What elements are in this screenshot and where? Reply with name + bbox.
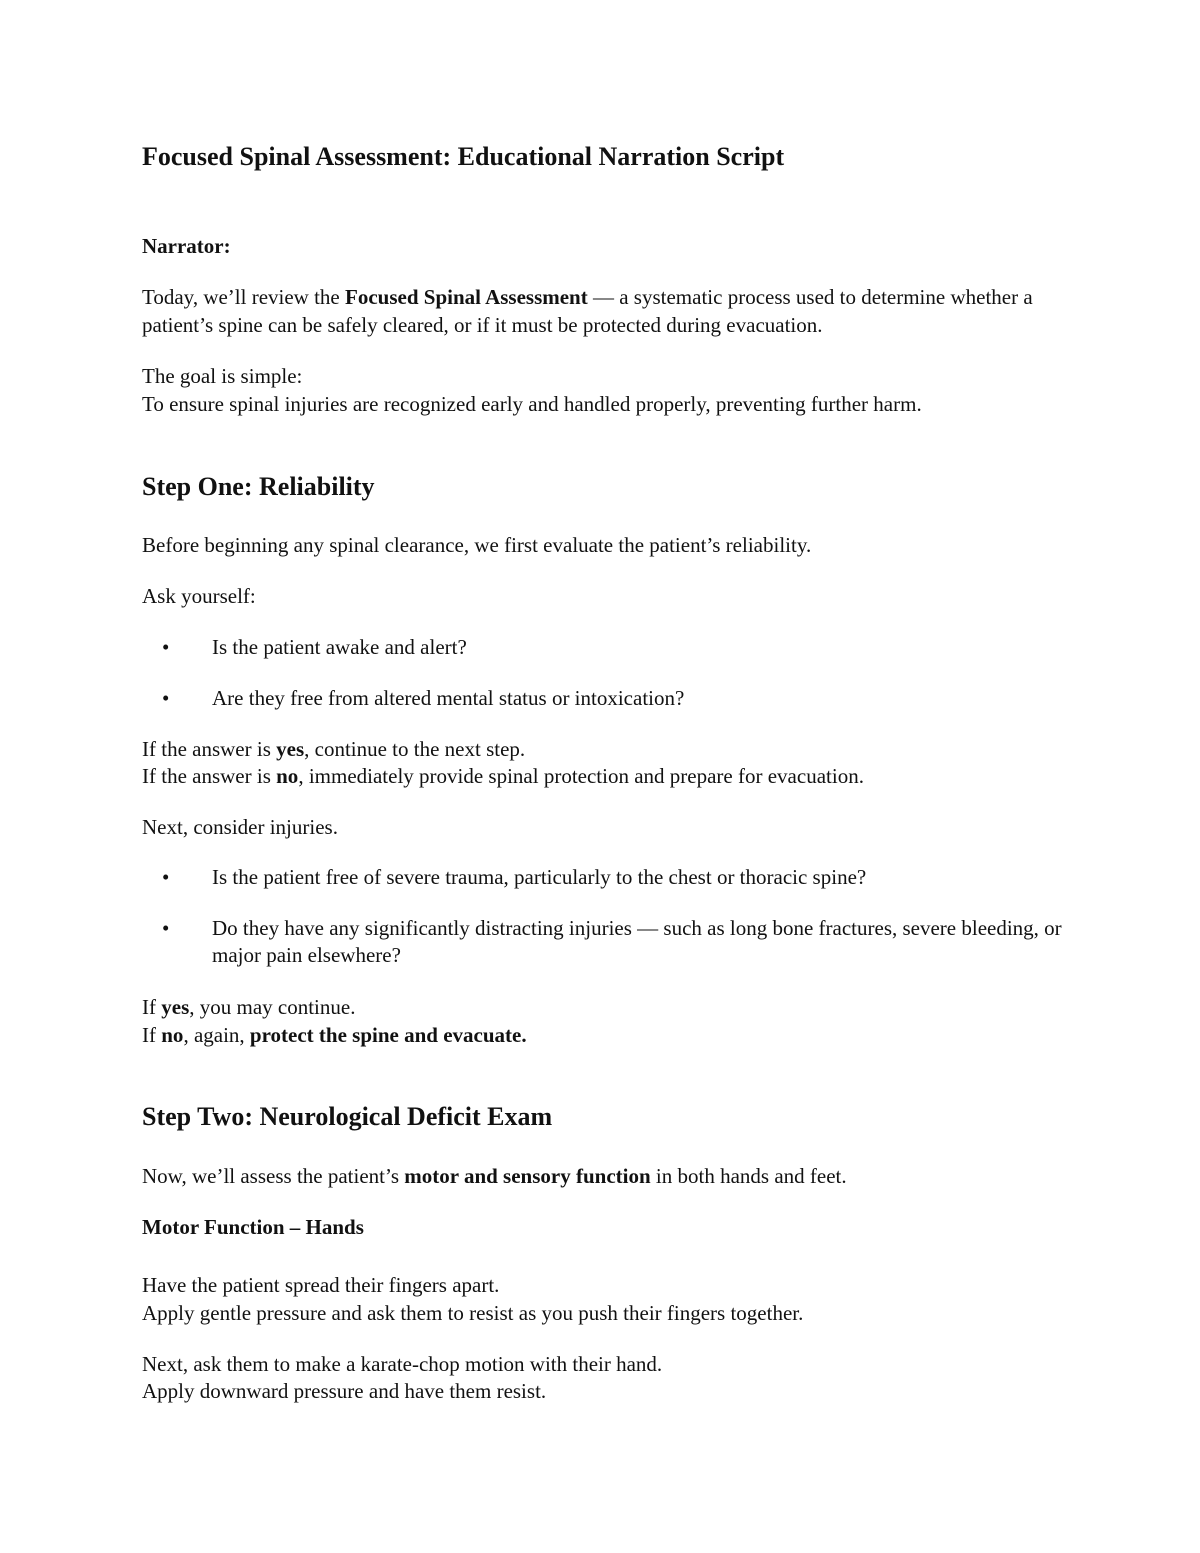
narrator-label: Narrator: [142, 234, 231, 258]
step-one-intro: Before beginning any spinal clearance, we first evaluate the patient’s reliability. [142, 533, 812, 557]
goal-line-2: To ensure spinal injuries are recognized early and handled properly, preventing further harm. [142, 392, 922, 416]
step-two-heading: Step Two: Neurological Deficit Exam [142, 1102, 553, 1131]
if-no-text-b: , immediately provide spinal protection and prepare for evacuation. [298, 764, 864, 788]
if-yes-text-b: , continue to the next step. [304, 737, 526, 761]
if-yes-text-a: If the answer is [142, 737, 277, 761]
if-no-bold: no [276, 764, 299, 788]
step-two-text-a: Now, we’ll assess the patient’s [142, 1164, 405, 1188]
instruction-line: Apply gentle pressure and ask them to resist as you push their fingers together. [142, 1301, 804, 1325]
list-item-text: Is the patient awake and alert? [212, 635, 467, 659]
list-item-text: Are they free from altered mental status or intoxication? [212, 686, 685, 710]
evacuate-text-b: , again, [183, 1023, 250, 1047]
list-item-text: Do they have any significantly distracting injuries — such as long bone fractures, severe bleeding, or major pain elsewhere? [212, 916, 1062, 967]
continue-text-b: , you may continue. [189, 995, 356, 1019]
bullet-icon: • [162, 686, 170, 710]
bullet-icon: • [162, 916, 170, 940]
intro-paragraph [142, 283, 1062, 339]
intro-text-a: Today, we’ll review the [142, 285, 346, 309]
instruction-line: Have the patient spread their fingers apart. [142, 1273, 500, 1297]
list-item-text: Is the patient free of severe trauma, particularly to the chest or thoracic spine? [212, 865, 867, 889]
motor-function-hands-heading: Motor Function – Hands [142, 1215, 364, 1239]
if-yes-bold: yes [276, 737, 305, 761]
if-no-line [142, 762, 1062, 790]
step-two-intro [142, 1162, 1062, 1190]
next-consider: Next, consider injuries. [142, 815, 338, 839]
evacuate-line [142, 1021, 1062, 1049]
continue-bold: yes [161, 995, 190, 1019]
if-yes-line [142, 735, 1062, 763]
evacuate-bold-1: no [161, 1023, 184, 1047]
intro-text-b: — a systematic process used to determine whether a patient’s spine can be safely cleared, or if it must be protected during evacuation. [142, 285, 1033, 337]
step-one-heading: Step One: Reliability [142, 472, 375, 501]
if-no-text-a: If the answer is [142, 764, 277, 788]
evacuate-text-a: If [142, 1023, 162, 1047]
bullet-icon: • [162, 865, 170, 889]
document-title: Focused Spinal Assessment: Educational Narration Script [142, 142, 785, 171]
step-two-bold: motor and sensory function [404, 1164, 651, 1188]
evacuate-bold-2: protect the spine and evacuate. [249, 1023, 527, 1047]
intro-text-bold: Focused Spinal Assessment [345, 285, 588, 309]
goal-line-1: The goal is simple: [142, 364, 303, 388]
instruction-line: Next, ask them to make a karate-chop motion with their hand. [142, 1352, 663, 1376]
continue-line [142, 993, 1062, 1021]
bullet-icon: • [162, 635, 170, 659]
ask-yourself: Ask yourself: [142, 584, 256, 608]
instruction-line: Apply downward pressure and have them resist. [142, 1379, 547, 1403]
continue-text-a: If [142, 995, 162, 1019]
step-two-text-b: in both hands and feet. [650, 1164, 847, 1188]
